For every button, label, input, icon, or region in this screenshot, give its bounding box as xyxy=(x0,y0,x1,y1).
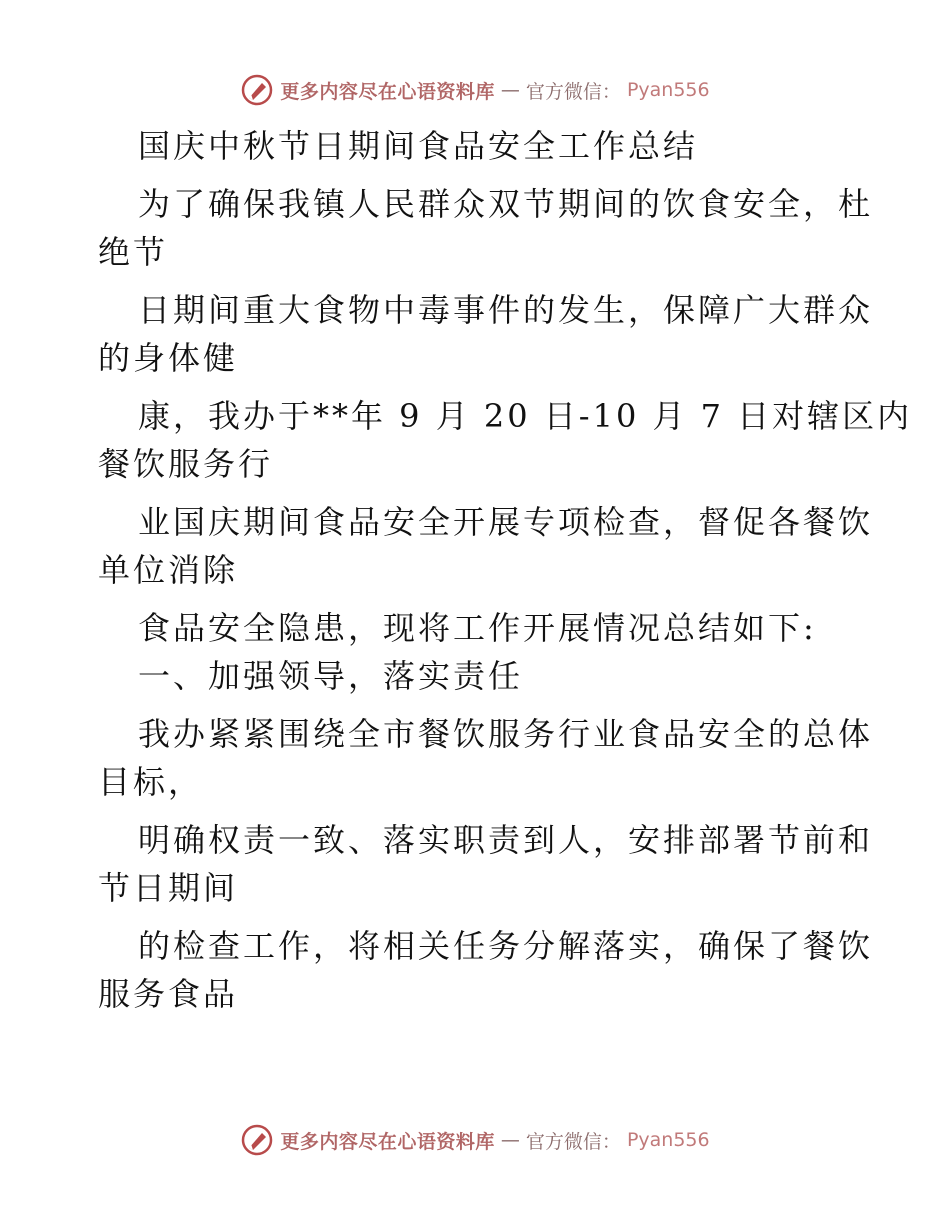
text-line: 的检查工作，将相关任务分解落实，确保了餐饮 xyxy=(138,927,874,965)
document-title: 国庆中秋节日期间食品安全工作总结 xyxy=(138,127,699,165)
text-line: 业国庆期间食品安全开展专项检查，督促各餐饮 xyxy=(138,503,874,541)
text-line: 明确权责一致、落实职责到人，安排部署节前和 xyxy=(138,821,874,859)
text-line: 单位消除 xyxy=(98,551,239,589)
document-body xyxy=(98,122,913,1018)
text-line: 康，我办于**年 9 月 20 日-10 月 7 日对辖区内 xyxy=(138,397,913,435)
text-line: 食品安全隐患，现将工作开展情况总结如下: xyxy=(138,609,817,647)
banner-separator: — xyxy=(500,79,520,101)
text-line: 餐饮服务行 xyxy=(98,445,274,483)
text-line: 节日期间 xyxy=(98,869,239,907)
text-line: 的身体健 xyxy=(98,339,239,377)
pen-logo-icon xyxy=(240,1123,274,1157)
section-heading: 一、加强领导，落实责任 xyxy=(138,657,524,695)
banner-slogan: 更多内容尽在心语资料库 xyxy=(280,80,495,103)
text-line: 服务食品 xyxy=(98,975,239,1013)
pen-logo-icon xyxy=(240,73,274,107)
banner-wechat-id: Pyan556 xyxy=(626,79,710,101)
text-line: 目标， xyxy=(98,763,204,801)
banner-wechat-id: Pyan556 xyxy=(626,1129,710,1151)
text-line: 日期间重大食物中毒事件的发生，保障广大群众 xyxy=(138,291,874,329)
footer-banner xyxy=(0,1120,950,1160)
header-banner xyxy=(0,70,950,110)
banner-slogan: 更多内容尽在心语资料库 xyxy=(280,1130,495,1153)
text-line: 绝节 xyxy=(98,233,169,271)
banner-wechat-label: 官方微信： xyxy=(525,1130,621,1153)
text-line: 为了确保我镇人民群众双节期间的饮食安全，杜 xyxy=(138,185,874,223)
banner-separator: — xyxy=(500,1129,520,1151)
banner-wechat-label: 官方微信： xyxy=(525,80,621,103)
text-line: 我办紧紧围绕全市餐饮服务行业食品安全的总体 xyxy=(138,715,874,753)
